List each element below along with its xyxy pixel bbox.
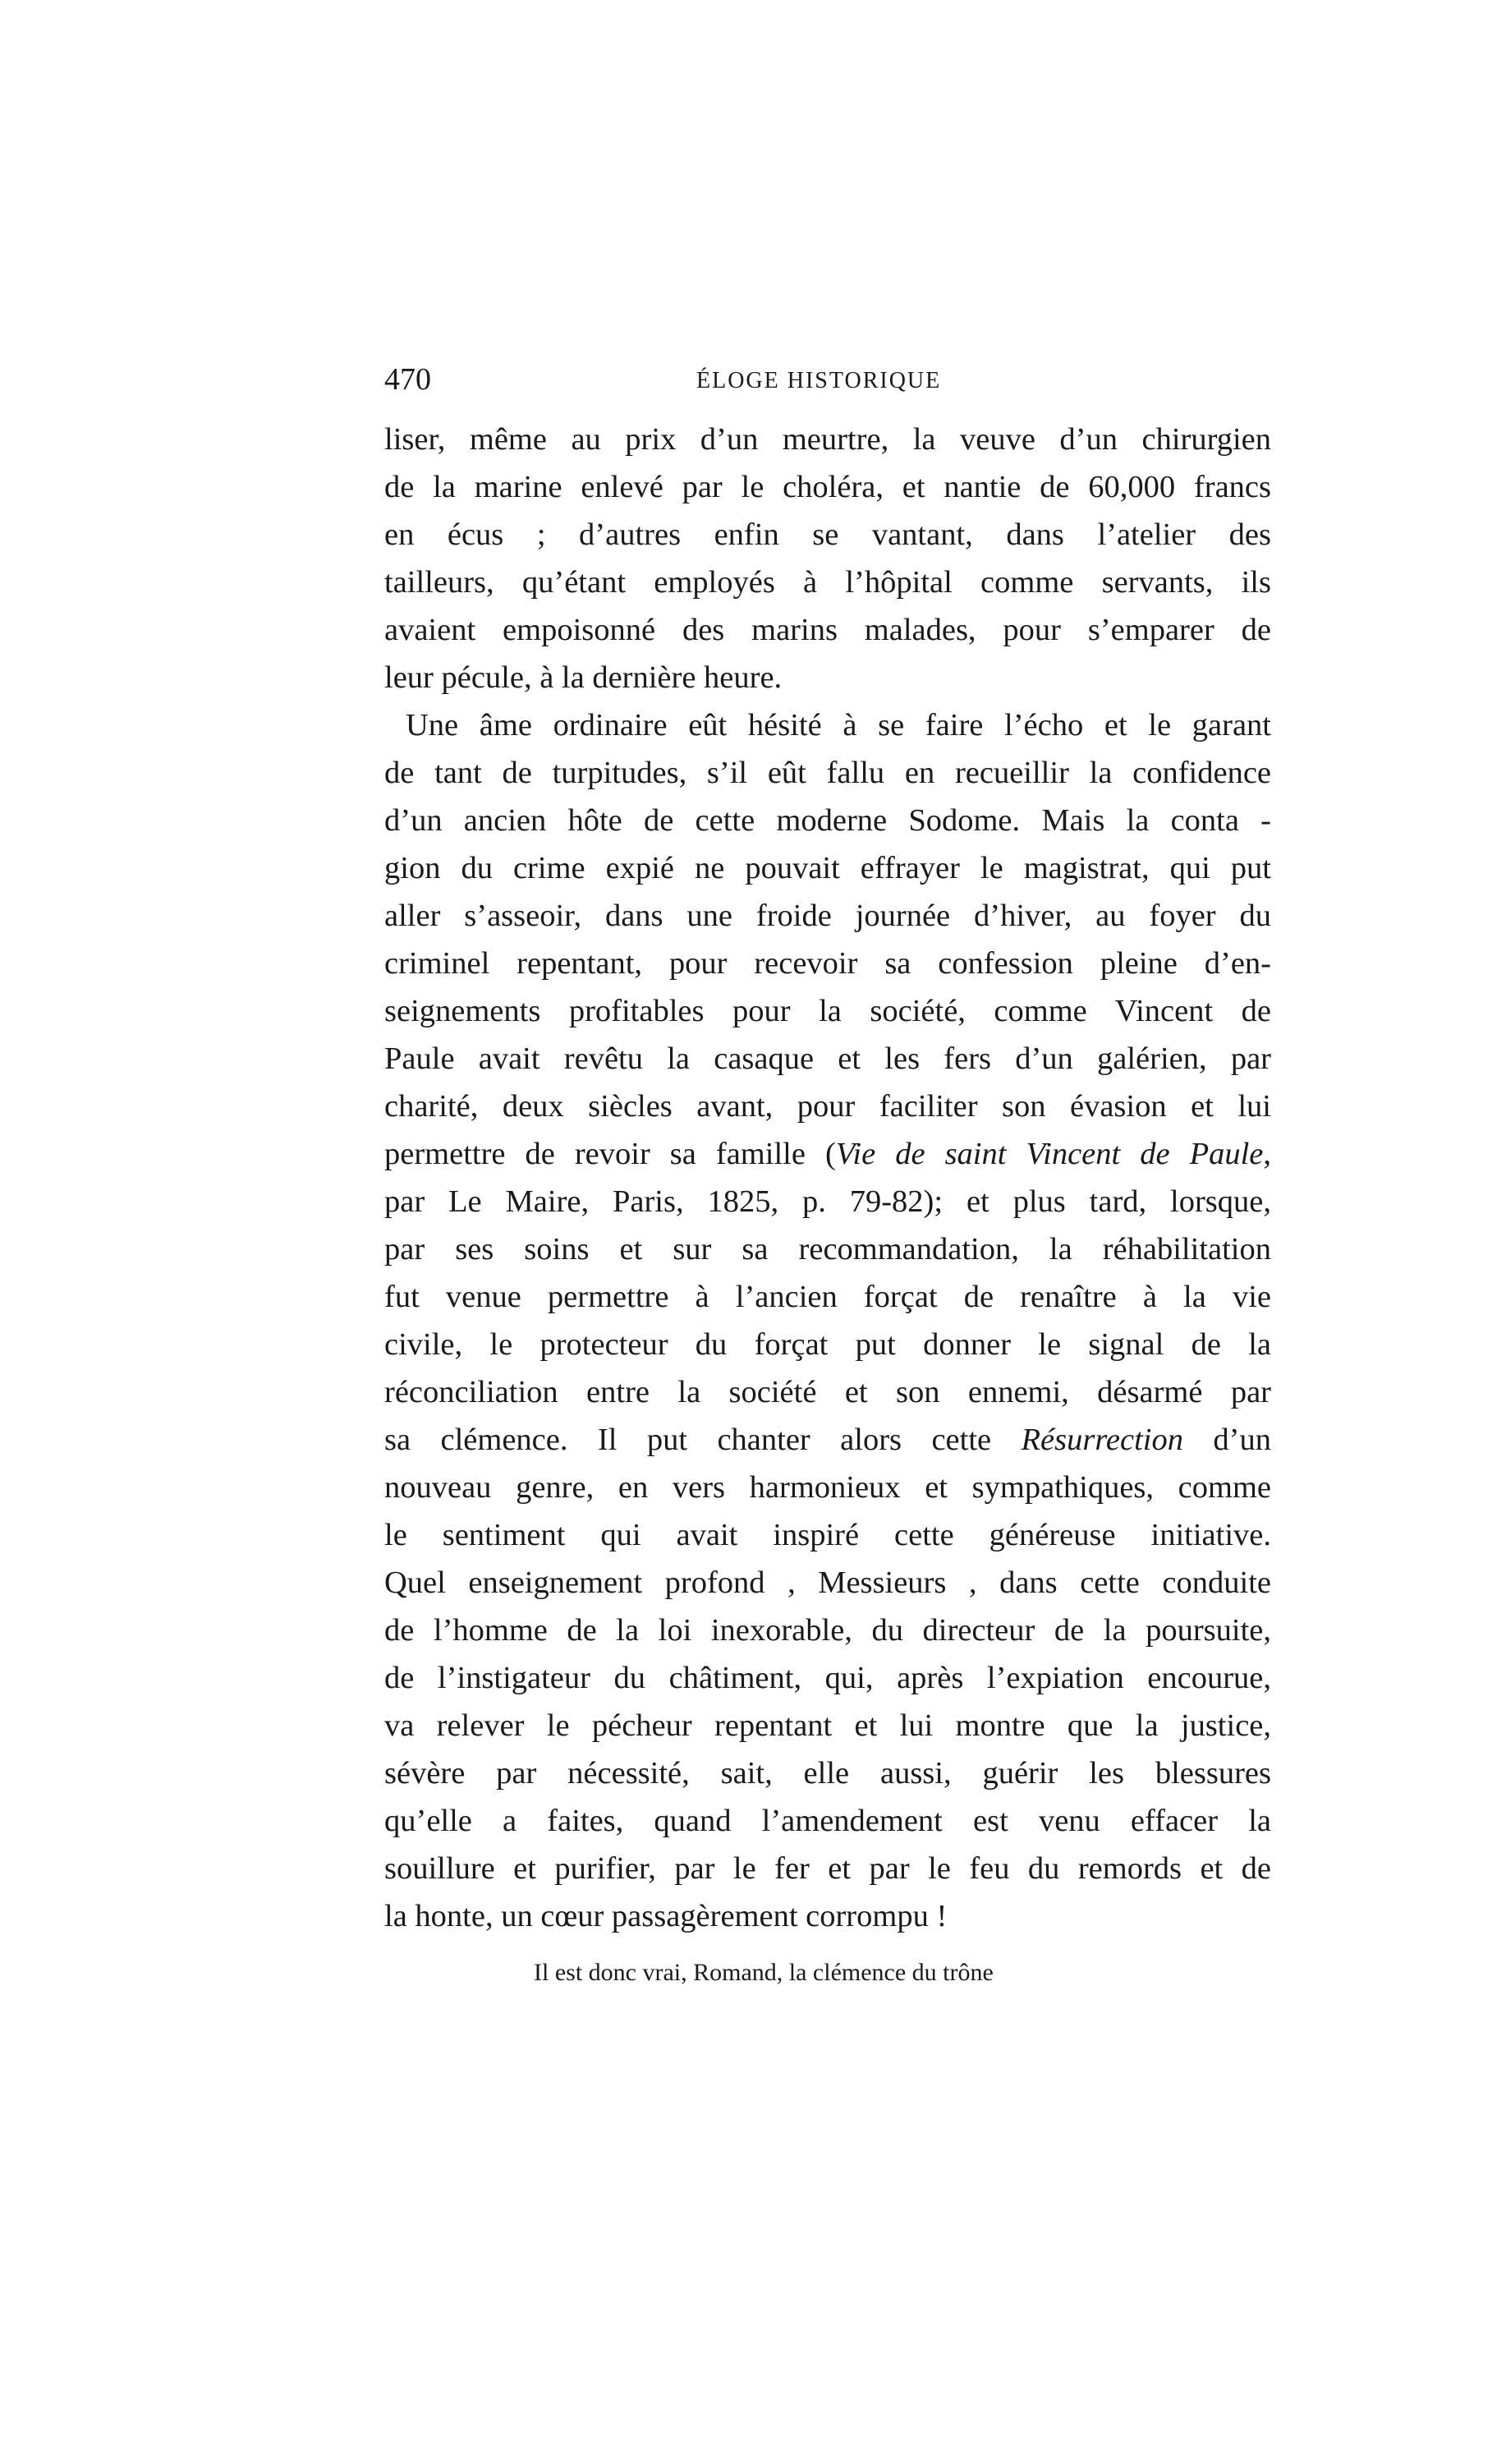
text-line: criminel repentant, pour recevoir sa confession pleine d’en- <box>384 946 1271 981</box>
resurrection-text-before: sa clémence. Il put chanter alors cette <box>384 1423 1022 1457</box>
text-line: réconciliation entre la société et son ennemi, désarmé par <box>384 1375 1271 1409</box>
text-line: de l’homme de la loi inexorable, du directeur de la poursuite, <box>384 1613 1271 1648</box>
text-line: de tant de turpitudes, s’il eût fallu en recueillir la confidence <box>384 756 1271 790</box>
text-line: Une âme ordinaire eût hésité à se faire l’écho et le garant <box>406 708 1271 742</box>
text-line-citation <box>384 1130 1271 1178</box>
text-line: de la marine enlevé par le choléra, et nantie de 60,000 francs <box>384 470 1271 504</box>
text-line: qu’elle a faites, quand l’amendement est venu effacer la <box>384 1804 1271 1838</box>
text-line: aller s’asseoir, dans une froide journée d’hiver, au foyer du <box>384 899 1271 933</box>
book-title-citation: Vie de saint Vincent de Paule <box>835 1137 1264 1171</box>
text-line: nouveau genre, en vers harmonieux et sympathiques, comme <box>384 1470 1271 1505</box>
text-line: charité, deux siècles avant, pour faciliter son évasion et lui <box>384 1089 1271 1124</box>
running-head <box>384 361 1271 411</box>
running-title: ÉLOGE HISTORIQUE <box>696 368 942 393</box>
text-line: de l’instigateur du châtiment, qui, après l’expiation encourue, <box>384 1661 1271 1695</box>
paragraph-2 <box>384 701 1271 1940</box>
text-line: liser, même au prix d’un meurtre, la veuve d’un chirurgien <box>384 422 1271 457</box>
resurrection-text-after: d’un <box>1182 1423 1271 1457</box>
text-line: le sentiment qui avait inspiré cette généreuse initiative. <box>384 1518 1271 1552</box>
citation-text-after: , <box>1263 1137 1271 1171</box>
text-line: en écus ; d’autres enfin se vantant, dans l’atelier des <box>384 517 1271 552</box>
text-line: seignements profitables pour la société, comme Vincent de <box>384 994 1271 1028</box>
text-line: gion du crime expié ne pouvait effrayer le magistrat, qui put <box>384 851 1271 885</box>
text-line: souillure et purifier, par le fer et par le feu du remords et de <box>384 1851 1271 1886</box>
text-line: la honte, un cœur passagèrement corrompu ! <box>384 1899 948 1933</box>
text-line: va relever le pécheur repentant et lui montre que la justice, <box>384 1708 1271 1743</box>
text-line: fut venue permettre à l’ancien forçat de renaître à la vie <box>384 1280 1271 1314</box>
text-line: par ses soins et sur sa recommandation, la réhabilitation <box>384 1232 1271 1266</box>
text-line: Paule avait revêtu la casaque et les fers d’un galérien, par <box>384 1041 1271 1076</box>
text-line: par Le Maire, Paris, 1825, p. 79-82); et plus tard, lorsque, <box>384 1184 1271 1219</box>
page-number: 470 <box>384 362 431 397</box>
text-line: civile, le protecteur du forçat put donner le signal de la <box>384 1327 1271 1362</box>
text-line: avaient empoisonné des marins malades, pour s’emparer de <box>384 613 1271 647</box>
body-text <box>384 416 1271 1993</box>
text-line-resurrection <box>384 1416 1271 1464</box>
text-line: d’un ancien hôte de cette moderne Sodome. Mais la conta - <box>384 803 1271 838</box>
text-line: leur pécule, à la dernière heure. <box>384 660 783 695</box>
text-line: tailleurs, qu’étant employés à l’hôpital comme servants, ils <box>384 565 1271 600</box>
citation-text-before: permettre de revoir sa famille ( <box>384 1137 836 1171</box>
verse-line: Il est donc vrai, Romand, la clémence du trône <box>534 1959 994 1986</box>
text-line: Quel enseignement profond , Messieurs , dans cette conduite <box>384 1565 1271 1600</box>
text-line: sévère par nécessité, sait, elle aussi, guérir les blessures <box>384 1756 1271 1791</box>
paragraph-1 <box>384 416 1271 701</box>
poem-title-resurrection: Résurrection <box>1021 1423 1183 1457</box>
page <box>384 361 1271 1993</box>
